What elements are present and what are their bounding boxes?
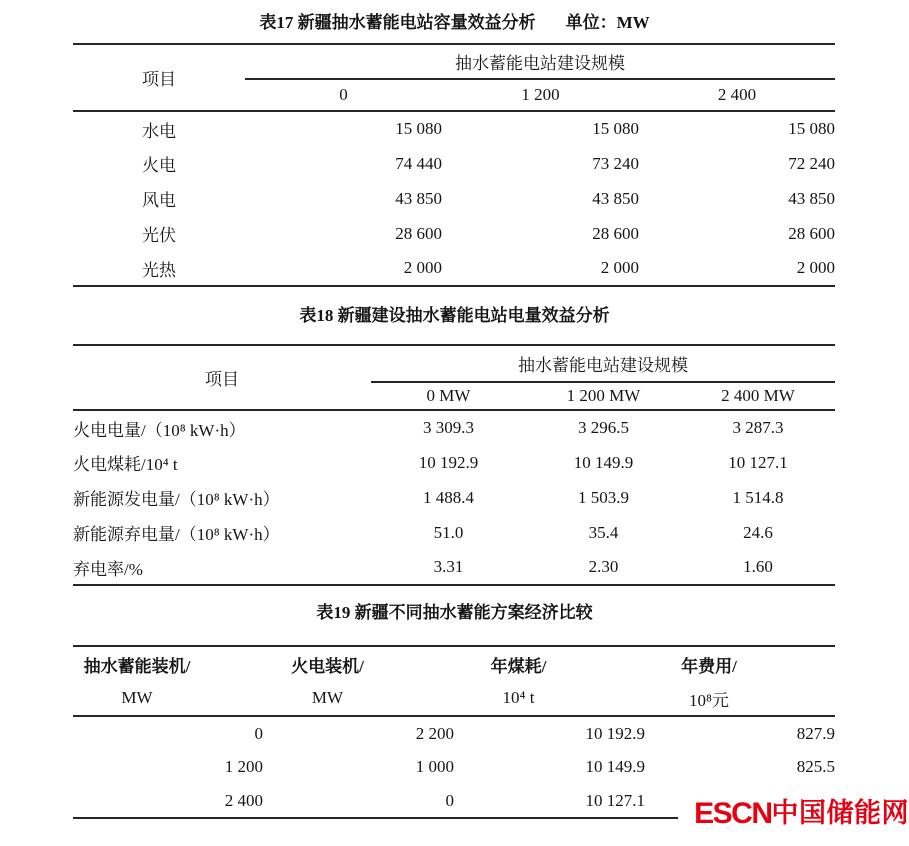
value-cell: 28 600 <box>395 223 442 243</box>
table19-header-line2 <box>73 681 835 716</box>
row-label: 弃电率/% <box>73 559 143 579</box>
row-label: 火电电量/（10⁸ kW·h） <box>73 420 246 440</box>
value-cell: 43 850 <box>788 188 836 208</box>
table19 <box>73 645 835 819</box>
column-header: 年煤耗/ <box>490 656 547 676</box>
value-cell: 3.31 <box>433 557 464 576</box>
row-label: 火电 <box>142 156 176 175</box>
table18-group-header-row <box>73 345 835 382</box>
table-row <box>73 146 835 181</box>
escn-site-name: 中国储能网 <box>771 798 909 828</box>
table-row <box>73 750 835 784</box>
value-cell: 3 309.3 <box>423 418 474 437</box>
table-row <box>73 480 835 515</box>
row-label: 风电 <box>142 191 176 210</box>
value-cell: 0 <box>254 723 263 743</box>
column-header-unit: MW <box>73 681 263 716</box>
value-cell: 1 514.8 <box>732 487 784 507</box>
table18-item-header: 项目 <box>73 345 371 410</box>
table-row <box>73 181 835 216</box>
value-cell: 827.9 <box>796 723 835 743</box>
row-label: 火电煤耗/10⁴ t <box>73 455 178 474</box>
value-cell: 51.0 <box>433 522 464 542</box>
value-cell: 28 600 <box>592 223 639 243</box>
row-label: 新能源发电量/（10⁸ kW·h） <box>73 490 280 509</box>
column-header: 年费用/ <box>681 656 737 676</box>
column-header-unit: 10⁴ t <box>454 681 645 716</box>
value-cell: 2.30 <box>588 557 619 576</box>
value-cell: 10 149.9 <box>573 452 634 472</box>
value-cell: 15 080 <box>788 119 836 138</box>
table17-caption-unit: 单位：MW <box>565 13 650 32</box>
table-row <box>73 111 835 146</box>
value-cell: 3 296.5 <box>578 418 629 437</box>
table18-caption-text: 表18 新疆建设抽水蓄能电站电量效益分析 <box>299 306 610 325</box>
value-cell: 35.4 <box>588 522 619 542</box>
value-cell: 72 240 <box>788 153 836 173</box>
table19-header-line1 <box>73 646 835 681</box>
table-row <box>73 410 835 445</box>
value-cell: 15 080 <box>592 119 639 138</box>
value-cell: 15 080 <box>395 119 442 138</box>
column-header-unit: MW <box>263 681 454 716</box>
value-cell: 10 192.9 <box>418 452 479 472</box>
value-cell: 1 503.9 <box>578 487 629 507</box>
value-cell: 2 000 <box>403 258 442 277</box>
table19-caption-text: 表19 新疆不同抽水蓄能方案经济比较 <box>316 603 593 622</box>
column-header: 抽水蓄能装机/ <box>83 656 191 676</box>
column-header: 2 400 <box>639 79 835 111</box>
value-cell: 1 000 <box>415 757 454 776</box>
column-header: 1 200 MW <box>526 382 681 410</box>
value-cell: 2 200 <box>415 723 454 743</box>
table17-caption <box>0 0 909 34</box>
value-cell: 24.6 <box>743 522 773 542</box>
table18-group-header: 抽水蓄能电站建设规模 <box>371 345 835 382</box>
value-cell: 10 192.9 <box>585 723 645 743</box>
value-cell: 2 000 <box>796 258 836 277</box>
column-header: 2 400 MW <box>681 382 835 410</box>
table17-caption-text: 表17 新疆抽水蓄能电站容量效益分析 <box>259 13 536 32</box>
value-cell: 73 240 <box>592 153 639 173</box>
row-label: 光热 <box>142 260 176 280</box>
column-header: 1 200 <box>442 79 639 111</box>
value-cell: 1 488.4 <box>423 487 474 507</box>
value-cell: 2 000 <box>600 258 639 277</box>
value-cell: 74 440 <box>395 153 442 173</box>
value-cell: 10 127.1 <box>728 452 788 472</box>
column-header: 火电装机/ <box>291 656 364 676</box>
value-cell: 825.5 <box>796 757 835 776</box>
column-header: 0 <box>245 79 442 111</box>
row-label: 光伏 <box>142 226 176 245</box>
value-cell: 2 400 <box>224 790 263 810</box>
table-row <box>73 251 835 286</box>
table18-caption <box>0 304 909 327</box>
row-label: 水电 <box>142 121 176 141</box>
table17 <box>73 43 835 287</box>
column-header: 0 MW <box>371 382 526 410</box>
table18 <box>73 344 835 586</box>
value-cell: 10 149.9 <box>585 757 645 776</box>
value-cell: 1 200 <box>224 757 263 776</box>
value-cell: 1.60 <box>743 557 773 576</box>
table-row <box>73 716 835 750</box>
value-cell: 43 850 <box>395 188 442 208</box>
value-cell: 3 287.3 <box>732 418 784 437</box>
table-row <box>73 515 835 550</box>
value-cell: 0 <box>445 790 454 810</box>
column-header-unit: 10⁸元 <box>645 681 835 716</box>
table19-caption <box>0 601 909 624</box>
table-row <box>73 445 835 480</box>
table-row <box>73 550 835 585</box>
escn-logo: ESCN <box>694 796 772 830</box>
table17-group-header: 抽水蓄能电站建设规模 <box>245 44 835 79</box>
value-cell: 10 127.1 <box>585 790 645 810</box>
value-cell: 28 600 <box>788 223 836 243</box>
table17-item-header: 项目 <box>73 44 245 111</box>
value-cell: 43 850 <box>592 188 639 208</box>
table17-group-header-row <box>73 44 835 79</box>
escn-watermark <box>678 794 909 833</box>
table-row <box>73 216 835 251</box>
row-label: 新能源弃电量/（10⁸ kW·h） <box>73 525 280 544</box>
